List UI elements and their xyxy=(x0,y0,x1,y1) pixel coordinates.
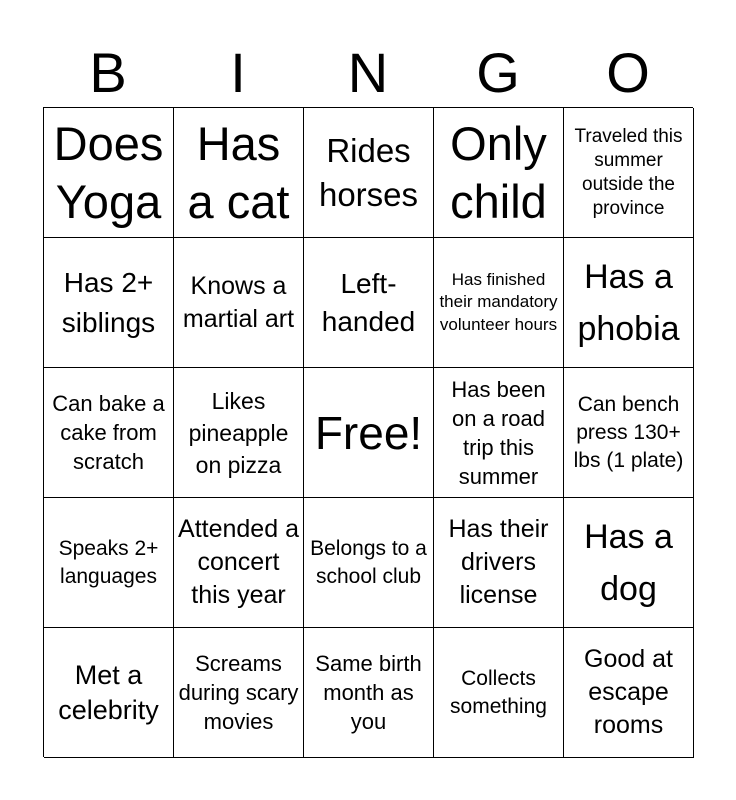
bingo-cell[interactable] xyxy=(174,108,304,238)
cell-text: Collects something xyxy=(450,666,547,718)
bingo-cell[interactable] xyxy=(174,498,304,628)
header-letter-g: G xyxy=(476,41,520,104)
bingo-cell[interactable] xyxy=(44,498,174,628)
bingo-cell[interactable] xyxy=(564,238,694,368)
cell-text: Can bake a cake from scratch xyxy=(52,391,165,474)
bingo-cell[interactable] xyxy=(304,628,434,758)
cell-text: Met a celebrity xyxy=(58,659,159,725)
cell-text: Rides horses xyxy=(318,131,419,213)
cell-text: Good at escape rooms xyxy=(584,645,673,739)
bingo-cell[interactable] xyxy=(174,368,304,498)
bingo-cell[interactable] xyxy=(44,368,174,498)
cell-text: Likes pineapple on pizza xyxy=(188,387,289,478)
bingo-header xyxy=(43,40,693,106)
cell-text: Can bench press 130+ lbs (1 plate) xyxy=(573,392,684,472)
bingo-cell[interactable] xyxy=(564,368,694,498)
cell-text: Has a dog xyxy=(584,517,673,608)
cell-text: Belongs to a school club xyxy=(310,536,427,588)
cell-text: Same birth month as you xyxy=(315,651,422,734)
cell-text: Has finished their mandatory volunteer hours xyxy=(439,269,558,334)
header-letter-o: O xyxy=(606,41,650,104)
cell-text: Speaks 2+ languages xyxy=(58,536,159,588)
cell-text: Has a phobia xyxy=(577,257,680,348)
bingo-cell[interactable] xyxy=(174,238,304,368)
cell-text: Only child xyxy=(450,116,547,228)
bingo-cell[interactable] xyxy=(44,628,174,758)
bingo-cell[interactable] xyxy=(434,108,564,238)
bingo-cell[interactable] xyxy=(434,238,564,368)
cell-text: Attended a concert this year xyxy=(178,515,299,609)
bingo-cell[interactable] xyxy=(564,108,694,238)
bingo-cell[interactable] xyxy=(564,498,694,628)
cell-text: Has a cat xyxy=(187,116,290,228)
bingo-cell[interactable] xyxy=(304,238,434,368)
bingo-cell[interactable] xyxy=(434,368,564,498)
free-space-cell[interactable] xyxy=(304,368,434,498)
header-letter-b: B xyxy=(89,41,127,104)
cell-text: Traveled this summer outside the province xyxy=(574,125,683,219)
bingo-cell[interactable] xyxy=(44,108,174,238)
cell-text: Has 2+ siblings xyxy=(61,266,156,338)
cell-text: Screams during scary movies xyxy=(178,651,299,734)
bingo-cell[interactable] xyxy=(434,628,564,758)
header-letter-n: N xyxy=(347,41,389,104)
cell-text: Has been on a road trip this summer xyxy=(451,376,546,489)
header-letter-i: I xyxy=(230,41,246,104)
free-space-text: Free! xyxy=(314,406,423,459)
cell-text: Left-handed xyxy=(321,267,416,337)
cell-text: Has their drivers license xyxy=(448,515,549,609)
bingo-cell[interactable] xyxy=(434,498,564,628)
cell-text: Does Yoga xyxy=(53,116,164,228)
bingo-cell[interactable] xyxy=(304,108,434,238)
bingo-cell[interactable] xyxy=(44,238,174,368)
bingo-cell[interactable] xyxy=(564,628,694,758)
bingo-cell[interactable] xyxy=(304,498,434,628)
cell-text: Knows a martial art xyxy=(182,271,295,333)
bingo-cell[interactable] xyxy=(174,628,304,758)
bingo-card xyxy=(43,107,693,757)
